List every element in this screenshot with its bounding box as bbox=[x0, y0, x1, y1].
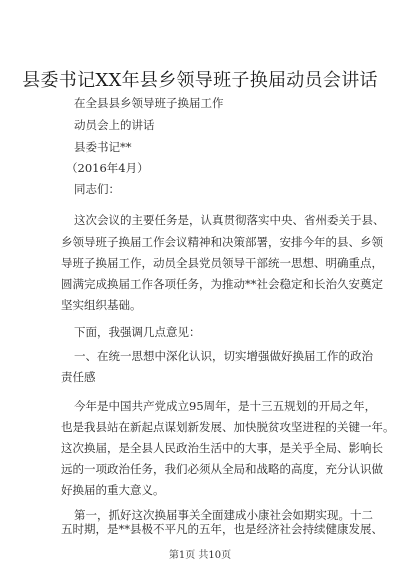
section-heading-line: 一、在统一思想中深化认识，切实增强做好换届工作的政治 bbox=[74, 349, 373, 363]
paragraph-line: 远的一项政治任务，我们必须从全局和战略的高度，充分认识做 bbox=[61, 462, 383, 476]
paragraph-line: 坚实组织基础。 bbox=[61, 298, 142, 312]
paragraph-line: 圆满完成换届工作各项任务，为推动**社会稳定和长治久安奠定 bbox=[61, 277, 383, 291]
paragraph-line: 今年是中国共产党成立95周年，是十三五规划的开局之年， bbox=[74, 399, 377, 413]
document-title: 县委书记XX年县乡领导班子换届动员会讲话 bbox=[22, 70, 378, 91]
paragraph-line: 这次会议的主要任务是，认真贯彻落实中央、省州委关于县、 bbox=[74, 213, 385, 227]
date-line: （2016年4月） bbox=[66, 161, 149, 175]
paragraph-line: 好换届的重大意义。 bbox=[61, 483, 165, 497]
paragraph-line: 下面，我强调几点意见： bbox=[74, 325, 201, 339]
paragraph-line: 也是我县站在新起点谋划新发展、加快脱贫攻坚进程的关键一年。 bbox=[61, 420, 395, 434]
salutation: 同志们： bbox=[74, 182, 120, 196]
paragraph-line: 五时期，是**县极不平凡的五年，也是经济社会持续健康发展、 bbox=[61, 522, 383, 536]
section-heading-line: 责任感 bbox=[61, 370, 96, 384]
subtitle-line-2: 动员会上的讲话 bbox=[74, 118, 155, 132]
page-number-footer: 第1页 共10页 bbox=[168, 550, 232, 561]
subtitle-line-1: 在全县县乡领导班子换届工作 bbox=[74, 96, 224, 110]
author-line: 县委书记** bbox=[74, 140, 132, 154]
paragraph-line: 这次换届，是全县人民政治生活中的大事，是关乎全局、影响长 bbox=[61, 441, 383, 455]
paragraph-line: 第一，抓好这次换届事关全面建成小康社会如期实现。十二 bbox=[74, 508, 373, 522]
paragraph-line: 导班子换届工作，动员全县党员领导干部统一思想、明确重点， bbox=[61, 256, 383, 270]
paragraph-line: 乡领导班子换届工作会议精神和决策部署，安排今年的县、乡领 bbox=[61, 235, 383, 249]
